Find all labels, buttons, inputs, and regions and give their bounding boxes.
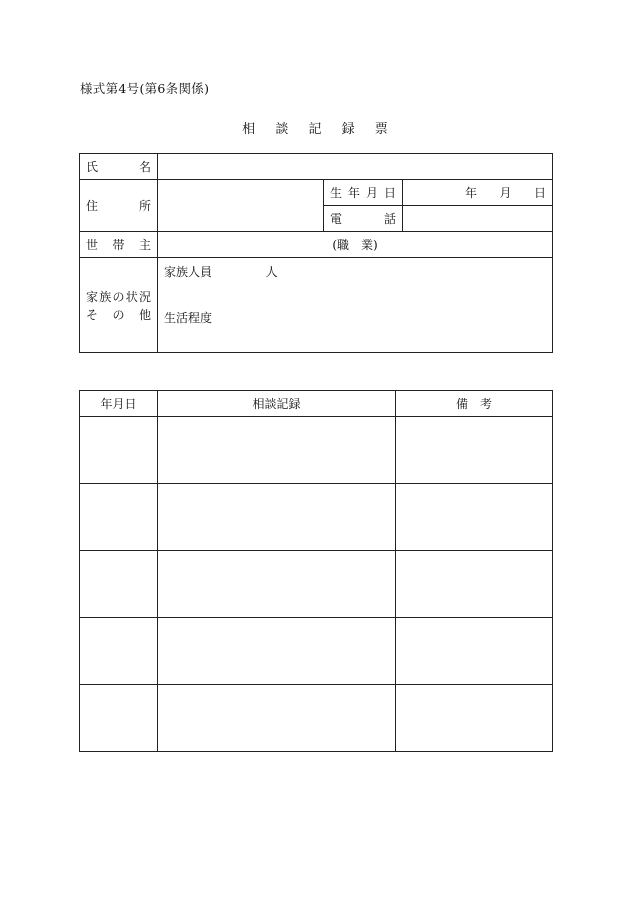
name-label-char: 名 [138,160,151,174]
remarks-cell[interactable] [396,551,553,618]
remarks-cell[interactable] [396,685,553,752]
householder-label-char: 主 [138,238,151,252]
family-label-char: そ [86,307,99,322]
date-cell[interactable] [80,685,158,752]
family-label-line1 [86,288,151,305]
page-title [0,118,630,137]
date-cell[interactable] [80,551,158,618]
occupation-label: (職 業) [332,238,378,252]
family-members-line [164,263,278,280]
family-label-char: の [112,289,125,304]
address-field[interactable] [158,180,324,232]
remarks-cell[interactable] [396,417,553,484]
date-header: 年月日 [80,391,158,417]
table-row [80,618,553,685]
phone-field[interactable] [403,206,553,232]
family-field[interactable] [158,258,553,353]
record-cell[interactable] [158,417,396,484]
family-members-unit: 人 [265,265,278,279]
info-table [79,153,553,353]
family-label-char: 況 [138,289,151,304]
table-row [80,484,553,551]
family-label-char: 状 [125,289,138,304]
remarks-cell[interactable] [396,618,553,685]
phone-label-char: 話 [383,212,396,226]
form-number: 様式第4号(第6条関係) [80,81,210,96]
month-label: 月 [499,186,512,200]
householder-label-char: 帯 [112,238,125,252]
householder-label-cell [80,232,158,258]
birthdate-label-char: 日 [383,186,396,200]
family-label-char: 他 [138,307,151,322]
family-label-char: の [112,307,125,322]
record-cell[interactable] [158,685,396,752]
family-members-label: 家族人員 [164,265,213,279]
table-row [80,685,553,752]
title-char: 相 [242,122,256,137]
birthdate-label-char: 年 [347,186,360,200]
birthdate-label-char: 月 [365,186,378,200]
family-label-cell [80,258,158,353]
date-cell[interactable] [80,484,158,551]
birthdate-label-char: 生 [330,186,343,200]
record-cell[interactable] [158,618,396,685]
table-row [80,417,553,484]
remarks-cell[interactable] [396,484,553,551]
family-label-char: 族 [99,289,112,304]
birthdate-field[interactable] [403,180,553,206]
name-label-cell [80,154,158,180]
address-label-char: 所 [138,199,151,213]
address-label-char: 住 [86,199,99,213]
householder-field[interactable] [158,232,553,258]
day-label: 日 [534,186,547,200]
title-char: 票 [374,122,388,137]
year-label: 年 [465,186,478,200]
record-table [79,390,553,752]
householder-label-char: 世 [86,238,99,252]
birthdate-label-cell [324,180,403,206]
phone-label-cell [324,206,403,232]
name-label-char: 氏 [86,160,99,174]
family-label-char: 家 [86,289,99,304]
phone-label-char: 電 [330,212,343,226]
record-cell[interactable] [158,551,396,618]
title-char: 記 [308,122,322,137]
family-label-line2 [86,306,151,323]
date-cell[interactable] [80,417,158,484]
address-label-cell [80,180,158,232]
date-cell[interactable] [80,618,158,685]
title-char: 談 [275,122,289,137]
name-field[interactable] [158,154,553,180]
record-header: 相談記録 [158,391,396,417]
remarks-header: 備 考 [396,391,553,417]
living-standard-label: 生活程度 [164,311,213,325]
table-row [80,551,553,618]
title-char: 録 [341,122,355,137]
record-cell[interactable] [158,484,396,551]
